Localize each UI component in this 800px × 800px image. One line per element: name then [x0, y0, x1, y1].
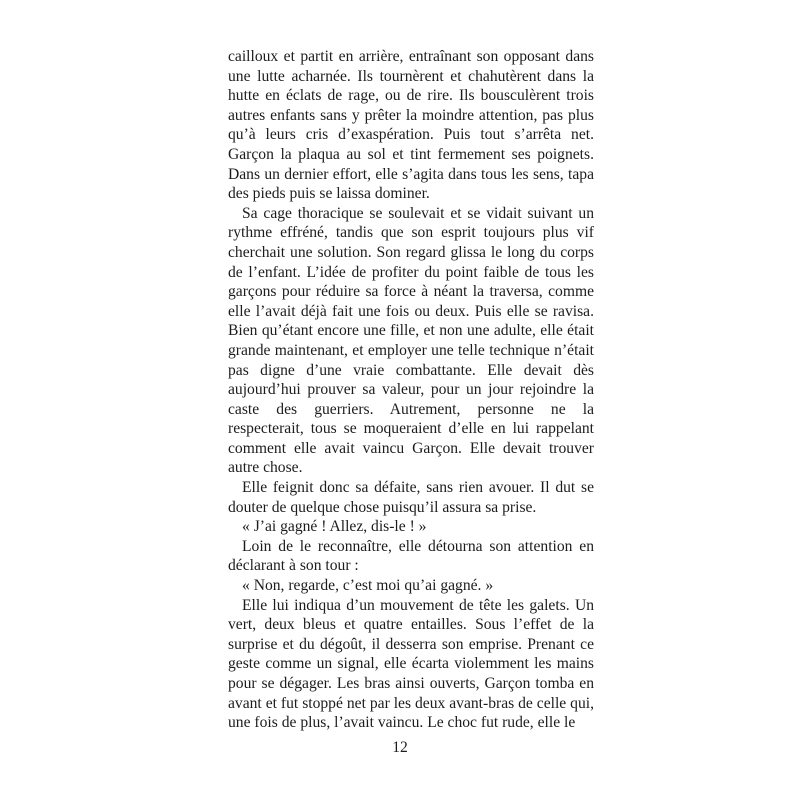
dialogue-line-1: « J’ai gagné ! Allez, dis-le ! »	[242, 518, 427, 536]
paragraph-2: Sa cage thoracique se soulevait et se vidait suivant un rythme effréné, tandis que son esprit toujours plus vif cherchait une solution. Son regard glissa le long du corps de l’enfant. L’idée de profiter du point faible de tous les garçons pour réduire sa force à néant la traversa, comme elle l’avait déjà fait une fois ou deux. Puis elle se ravisa. Bien qu’étant encore une fille, et non une adulte, elle était grande maintenant, et employer une telle technique n’était pas digne d’une vraie combattante. Elle devait dès aujourd’hui prouver sa valeur, pour un jour rejoindre la caste des guerriers. Autrement, personne ne la respecterait, tous se moqueraient d’elle en lui rappelant comment elle avait vaincu Garçon. Elle devait trouver autre chose.	[228, 204, 594, 477]
paragraph-1: cailloux et partit en arrière, entraînant son opposant dans une lutte acharnée. Ils tournèrent et chahutèrent dans la hutte en éclats de rage, ou de rire. Ils bousculèrent trois autres enfants sans y prêter la moindre attention, pas plus qu’à leurs cris d’exaspération. Puis tout s’arrêta net. Garçon la plaqua au sol et tint fermement ses poignets. Dans un dernier effort, elle s’agita dans tous les sens, tapa des pieds puis se laissa dominer.	[228, 48, 594, 203]
paragraph-5: Elle lui indiqua d’un mouvement de tête les galets. Un vert, deux bleus et quatre entailles. Sous l’effet de la surprise et du dégoût, il desserra son emprise. Prenant ce geste comme un signal, elle écarta violemment les mains pour se dégager. Les bras ainsi ouverts, Garçon tomba en avant et fut stoppé net par les deux avant-bras de celle qui, une fois de plus, l’avait vaincu. Le choc fut rude, elle le	[228, 596, 594, 732]
dialogue-line-2: « Non, regarde, c’est moi qu’ai gagné. »	[242, 577, 494, 595]
paragraph-4: Loin de le reconnaître, elle détourna son attention en déclarant à son tour :	[228, 537, 594, 575]
page-number: 12	[392, 739, 408, 756]
body-text	[228, 47, 594, 733]
paragraph-3: Elle feignit donc sa défaite, sans rien avouer. Il dut se douter de quelque chose puisqu’il assura sa prise.	[228, 479, 594, 516]
